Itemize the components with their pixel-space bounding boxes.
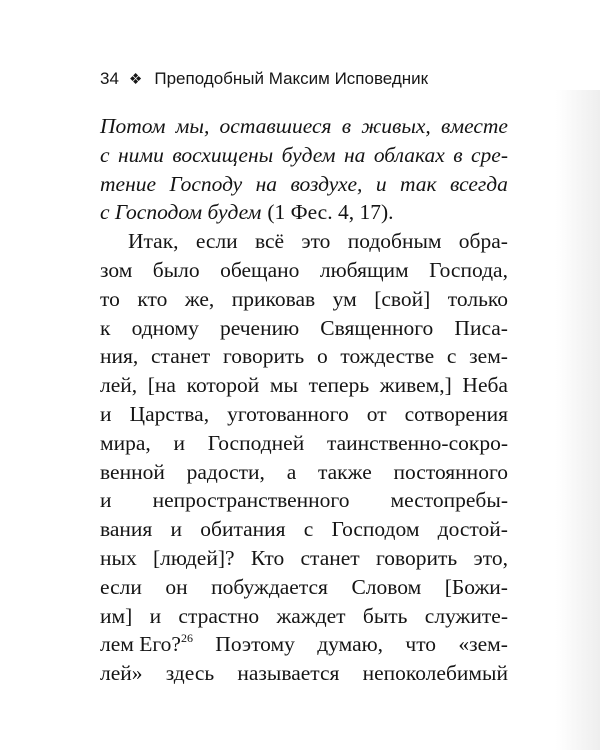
- word: называется: [237, 661, 340, 686]
- word: и: [375, 171, 387, 196]
- running-head-title: Преподобный Максим Исповедник: [154, 69, 429, 88]
- word: Словом: [351, 574, 422, 599]
- word: постоянного: [393, 459, 508, 484]
- text-line: [100, 515, 508, 544]
- running-head: [100, 69, 428, 90]
- word: Господа,: [429, 257, 508, 282]
- word: о: [316, 344, 328, 369]
- final-line-container: [100, 659, 508, 688]
- word: с: [303, 517, 314, 542]
- body-text: [100, 112, 508, 688]
- word: Царства,: [129, 401, 210, 426]
- word: же,: [184, 286, 215, 311]
- scripture-quote: [100, 112, 508, 198]
- word: тение: [100, 171, 157, 196]
- text-line: [100, 141, 508, 170]
- word: облаках: [373, 142, 445, 167]
- text-line: [100, 486, 508, 515]
- word: речению: [219, 315, 300, 340]
- word: местопребы-: [390, 488, 508, 513]
- footnote-marker[interactable]: 26: [180, 631, 193, 646]
- word: к: [100, 315, 111, 340]
- word: с: [100, 142, 110, 167]
- word: лей»: [100, 661, 143, 686]
- word: радости,: [186, 459, 265, 484]
- text-line: [100, 198, 508, 227]
- text-line: [100, 342, 508, 371]
- word: обра-: [458, 229, 508, 254]
- word: мы,: [175, 114, 210, 138]
- word: обитания: [200, 517, 286, 542]
- word: служите-: [424, 603, 508, 628]
- page-number: 34: [100, 69, 119, 88]
- text-line: [100, 602, 508, 631]
- word: тождестве: [340, 344, 435, 369]
- word: быть: [362, 603, 408, 628]
- word: жаждет: [276, 603, 346, 628]
- word: [свой]: [374, 286, 431, 311]
- word: венной: [100, 459, 165, 484]
- word: Писа-: [454, 315, 508, 340]
- word: кто: [137, 286, 168, 311]
- word: в: [453, 142, 463, 167]
- text-line: [100, 573, 508, 602]
- word: станет: [300, 545, 360, 570]
- text-line: [100, 544, 508, 573]
- word: восхищены: [172, 142, 274, 167]
- word: ных: [100, 545, 137, 570]
- word: сотворения: [404, 401, 508, 426]
- word: побуждается: [211, 574, 328, 599]
- word: лем Его?$^{26}$: [100, 631, 193, 657]
- word: подобным: [347, 229, 442, 254]
- word: [людей]?: [152, 545, 235, 570]
- word: также: [317, 459, 372, 484]
- word: то: [100, 286, 120, 311]
- word: приковав: [231, 286, 316, 311]
- word: и: [149, 603, 162, 628]
- word: Неба: [462, 373, 508, 398]
- word: ними: [117, 142, 164, 167]
- text-line: [100, 170, 508, 199]
- word: было: [152, 257, 200, 282]
- word: таинственно-сокро-: [326, 430, 508, 455]
- text-line: [100, 256, 508, 285]
- word: любящим: [319, 257, 409, 282]
- word: это,: [473, 545, 508, 570]
- word: непоколебимый: [362, 661, 508, 686]
- word: им]: [100, 603, 133, 628]
- word: [Божи-: [444, 574, 508, 599]
- word: здесь: [165, 661, 215, 686]
- word: зем-: [469, 344, 508, 369]
- word: воздухе,: [290, 171, 363, 196]
- word: уготованного: [227, 401, 349, 426]
- word: зом: [100, 257, 133, 282]
- quote-italic-end: с Господом будем: [100, 200, 262, 225]
- word: одному: [131, 315, 199, 340]
- word: так: [400, 171, 437, 196]
- word: в: [341, 114, 352, 138]
- text-line: [100, 630, 508, 659]
- word: Кто: [250, 545, 285, 570]
- word: живых,: [361, 114, 431, 138]
- word: мы: [269, 373, 298, 398]
- word: говорить: [375, 545, 458, 570]
- word: теперь: [308, 373, 370, 398]
- text-line: [100, 429, 508, 458]
- word: достой-: [437, 517, 508, 542]
- word: Итак,: [128, 229, 179, 254]
- word: живем,]: [379, 373, 452, 398]
- word: Священного: [320, 315, 434, 340]
- word: всегда: [450, 171, 508, 196]
- text-line: [100, 285, 508, 314]
- word: лей,: [100, 373, 138, 398]
- text-line: [100, 458, 508, 487]
- word: только: [447, 286, 508, 311]
- word: «зем-: [458, 632, 508, 657]
- scripture-reference: (1 Фес. 4, 17).: [267, 200, 394, 225]
- text-line: [100, 112, 508, 141]
- word: от: [366, 401, 387, 426]
- word: что: [405, 632, 437, 657]
- word: [на: [147, 373, 176, 398]
- word: непространственного: [152, 488, 350, 513]
- word: ум: [332, 286, 357, 311]
- word: Потом: [100, 114, 166, 138]
- word: и: [100, 488, 112, 513]
- word: и: [173, 430, 186, 455]
- text-line: [100, 659, 508, 688]
- word: Господом: [331, 517, 420, 542]
- word: и: [170, 517, 183, 542]
- word: которой: [186, 373, 260, 398]
- word: это: [301, 229, 331, 254]
- word: страстно: [178, 603, 260, 628]
- word: он: [165, 574, 188, 599]
- word: вместе: [441, 114, 508, 138]
- word: думаю,: [317, 632, 384, 657]
- word: если: [100, 574, 142, 599]
- word: будем: [281, 142, 336, 167]
- word: вания: [100, 517, 153, 542]
- word: на: [343, 142, 366, 167]
- word: всё: [254, 229, 285, 254]
- paragraph: [100, 227, 508, 630]
- page-edge-shadow: [556, 90, 600, 750]
- text-line: [100, 227, 508, 256]
- word: с: [446, 344, 457, 369]
- word: ния,: [100, 344, 139, 369]
- word: если: [195, 229, 238, 254]
- word: обещано: [220, 257, 300, 282]
- word: сре-: [471, 142, 508, 167]
- word: мира,: [100, 430, 151, 455]
- text-line: [100, 400, 508, 429]
- word: а: [286, 459, 297, 484]
- word: станет: [151, 344, 211, 369]
- word: Господу: [169, 171, 243, 196]
- word: на: [255, 171, 278, 196]
- word: Господней: [207, 430, 305, 455]
- fleuron-icon: ❖: [128, 71, 143, 88]
- word: говорить: [222, 344, 305, 369]
- word: оставшиеся: [219, 114, 332, 138]
- word: и: [100, 401, 112, 426]
- word: Поэтому: [215, 632, 295, 657]
- text-line: [100, 314, 508, 343]
- text-line: [100, 371, 508, 400]
